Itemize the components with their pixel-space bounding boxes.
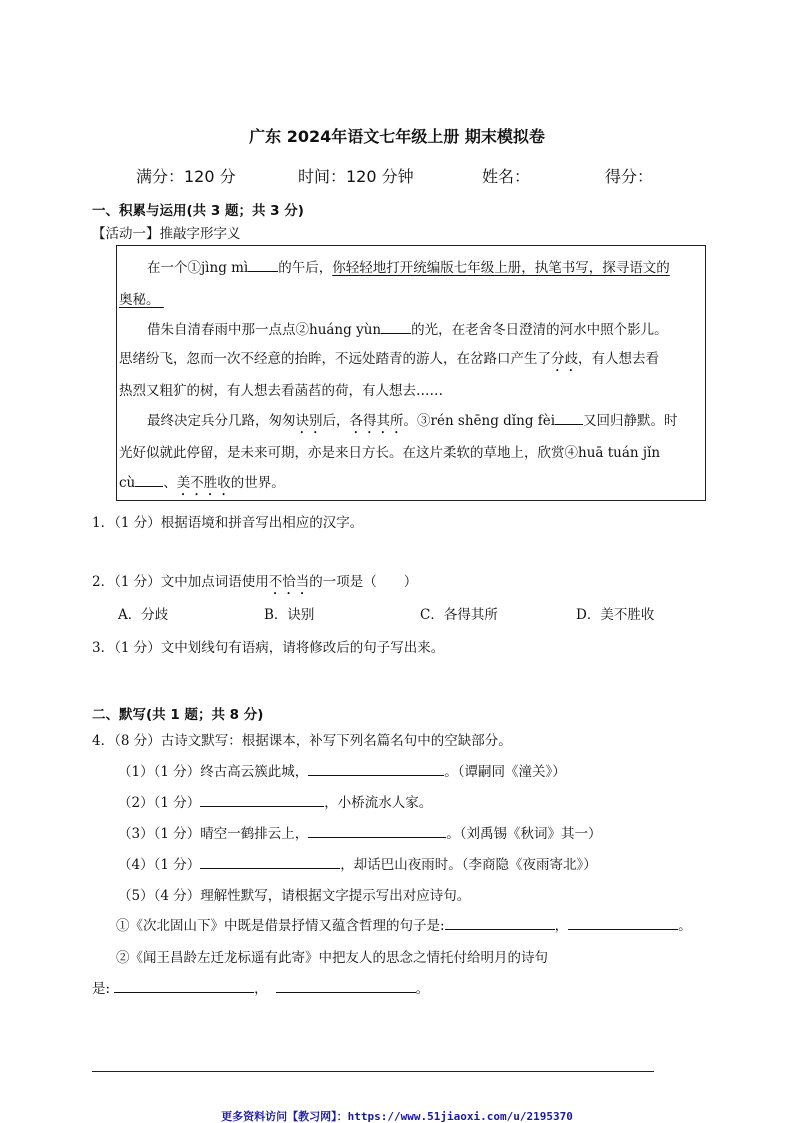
- dotted-word: 美不胜收: [176, 475, 231, 491]
- subquestion-3: [118, 822, 601, 842]
- answer-blank[interactable]: [381, 322, 411, 334]
- subquestion-5: （5）（4 分）理解性默写，请根据文字提示写出对应诗句。: [118, 888, 471, 904]
- question-text: （3）（1 分）晴空一鹤排云上，: [118, 826, 309, 842]
- question-text: 。: [415, 981, 430, 997]
- passage-text: 的世界。: [230, 475, 285, 491]
- passage-line: [147, 318, 668, 338]
- footer-divider: [92, 1071, 654, 1072]
- question-text: 。（谭嗣同《潼关》）: [444, 764, 566, 780]
- passage-box: [116, 245, 706, 501]
- passage-text: ，有人想去看: [578, 351, 659, 367]
- question-text: 。: [678, 918, 692, 934]
- name-label: 姓名：: [482, 167, 531, 186]
- answer-blank[interactable]: [200, 857, 340, 869]
- answer-blank[interactable]: [276, 981, 416, 993]
- passage-text: 的光，在老舍冬日澄清的河水中照个影儿。: [411, 322, 668, 338]
- footer-link[interactable]: 更多资料访问【教习网】：https://www.51jiaoxi.com/u/2195370: [221, 1110, 573, 1123]
- question-text: ，小桥流水人家。: [324, 795, 433, 811]
- underlined-sentence: 奥秘。: [119, 292, 160, 308]
- subquestion-5-2-answer: [92, 977, 429, 997]
- passage-text: 、: [163, 475, 177, 491]
- question-4: 4．（8 分）古诗文默写：根据课本，补写下列名篇名句中的空缺部分。: [92, 733, 512, 749]
- section1-heading: 一、积累与运用(共 3 题；共 3 分): [92, 203, 304, 219]
- question-text: ，: [554, 918, 569, 934]
- passage-text: 又回归静默。时: [583, 413, 678, 429]
- section2-heading: 二、默写(共 1 题；共 8 分): [92, 707, 264, 723]
- subquestion-5-1: [116, 914, 692, 934]
- question-2: [92, 570, 417, 598]
- dotted-word: 诀别: [295, 413, 323, 429]
- question-3: 3．（1 分）文中划线句有语病，请将修改后的句子写出来。: [92, 640, 445, 656]
- passage-line: [119, 379, 443, 399]
- answer-blank[interactable]: [308, 764, 444, 776]
- passage-line: [119, 471, 285, 499]
- subquestion-2: [118, 791, 432, 811]
- passage-text: 在一个①jìng mì: [147, 260, 249, 276]
- subquestion-4: [118, 853, 597, 873]
- time-label: 时间：120 分钟: [298, 167, 414, 186]
- passage-line: [147, 409, 678, 437]
- question-text: 是:: [92, 981, 111, 997]
- passage-text: 。③rén shēng dǐng fèi: [403, 413, 556, 429]
- question-text: ，: [254, 981, 268, 997]
- passage-line: [119, 288, 164, 308]
- passage-text: 借朱自清春雨中那一点点②huáng yùn: [147, 322, 382, 338]
- passage-line: [119, 347, 659, 375]
- question-text: 2．（1 分）文中加点词语使用: [92, 574, 269, 590]
- answer-blank[interactable]: [308, 826, 446, 838]
- passage-text: 最终决定兵分几路，匆匆: [147, 413, 296, 429]
- passage-text: 热烈又粗犷的树，有人想去看菡萏的荷，有人想去……: [119, 383, 443, 399]
- passage-text: 思绪纷飞，忽而一次不经意的抬眸，不远处踏青的游人，在岔路口产生了: [119, 351, 551, 367]
- passage-line: [147, 256, 670, 276]
- passage-line: [119, 441, 660, 461]
- underlined-sentence: 你轻轻地打开统编版七年级上册，执笔书写，探寻语文的: [332, 260, 670, 276]
- passage-text: 后，: [322, 413, 350, 429]
- passage-text: cù: [119, 475, 136, 491]
- question-text: （1）（1 分）终古高云簇此城，: [118, 764, 309, 780]
- answer-blank[interactable]: [248, 260, 278, 272]
- answer-blank[interactable]: [114, 981, 254, 993]
- page-title: 广东 2024年语文七年级上册 期末模拟卷: [249, 127, 545, 146]
- question-text: 。（刘禹锡《秋词》其一）: [446, 826, 602, 842]
- answer-blank[interactable]: [555, 413, 583, 425]
- option-c[interactable]: C．各得其所: [420, 607, 498, 623]
- question-1: 1．（1 分）根据语境和拼音写出相应的汉字。: [92, 515, 364, 531]
- score-label: 得分：: [605, 167, 654, 186]
- question-text: ①《次北固山下》中既是借景抒情又蕴含哲理的句子是:: [116, 918, 445, 934]
- answer-blank[interactable]: [135, 475, 163, 487]
- activity-label: 【活动一】推敲字形字义: [92, 226, 241, 242]
- option-a[interactable]: A．分歧: [118, 607, 169, 623]
- dotted-word: 不恰当: [268, 574, 310, 590]
- question-text: （4）（1 分）: [118, 857, 201, 873]
- option-b[interactable]: B．诀别: [264, 607, 315, 623]
- answer-blank[interactable]: [568, 918, 678, 930]
- question-text: ，却话巴山夜雨时。（李商隐《夜雨寄北》）: [340, 857, 597, 873]
- question-text: 的一项是（ ）: [309, 574, 418, 590]
- passage-text: 光好似就此停留，是未来可期，亦是来日方长。在这片柔软的草地上，欣赏④huā tuán jǐn: [119, 445, 661, 461]
- full-score-label: 满分：120 分: [136, 167, 236, 186]
- dotted-word: 分歧: [551, 351, 578, 367]
- subquestion-5-2: ②《闻王昌龄左迁龙标遥有此寄》中把友人的思念之情托付给明月的诗句: [116, 950, 548, 966]
- passage-text: 的午后，: [278, 260, 333, 276]
- answer-blank[interactable]: [200, 795, 324, 807]
- subquestion-1: [118, 760, 566, 780]
- option-d[interactable]: D．美不胜收: [576, 607, 655, 623]
- dotted-word: 各得其所: [349, 413, 404, 429]
- question-text: （2）（1 分）: [118, 795, 201, 811]
- answer-blank[interactable]: [445, 918, 555, 930]
